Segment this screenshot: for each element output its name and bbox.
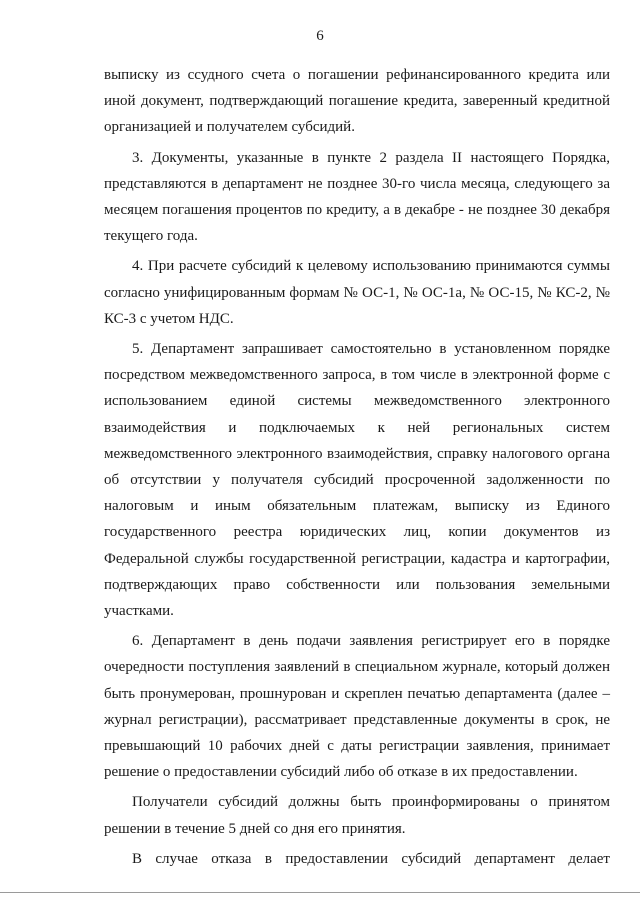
paragraph-refusal: В случае отказа в предоставлении субсидий департамент делает	[132, 850, 610, 867]
paragraph-item-4: 4. При расчете субсидий к целевому использованию принимаются суммы согласно унифицированным формам № ОС-1, № ОС-1а, № ОС-15, № КС-2, № КС-3 с учетом НДС.	[104, 258, 610, 327]
page-bottom-rule	[0, 892, 640, 893]
page-number: 6	[316, 28, 324, 44]
paragraph-item-6: 6. Департамент в день подачи заявления регистрирует его в порядке очередности поступления заявлений в специальном журнале, который должен быть пронумерован, прошнурован и скреплен печатью департамента (далее – журнал регистрации), рассматривает представленные документы в срок, не превышающий 10 рабочих дней с даты регистрации заявления, принимает решение о предоставлении субсидий либо об отказе в их предоставлении.	[104, 633, 610, 781]
paragraph-item-3: 3. Документы, указанные в пункте 2 раздела II настоящего Порядка, представляются в департамент не позднее 30-го числа месяца, следующего за месяцем погашения процентов по кредиту, а в декабре - не позднее 30 декабря текущего года.	[104, 149, 610, 245]
paragraph-continuation: выписку из ссудного счета о погашении рефинансированного кредита или иной документ, подтверждающий погашение кредита, заверенный кредитной организацией и получателем субсидий.	[104, 67, 610, 136]
document-body	[104, 62, 610, 876]
paragraph-notification: Получатели субсидий должны быть проинформированы о принятом решении в течение 5 дней со дня его принятия.	[104, 794, 610, 837]
paragraph-item-5: 5. Департамент запрашивает самостоятельно в установленном порядке посредством межведомственного запроса, в том числе в электронной форме с использованием единой системы межведомственного электронного взаимодействия и подключаемых к ней региональных систем межведомственного электронного взаимодействия, справку налогового органа об отсутствии у получателя субсидий просроченной задолженности по налоговым и иным обязательным платежам, выписку из Единого государственного реестра юридических лиц, копии документов из Федеральной службы государственной регистрации, кадастра и картографии, подтверждающих право собственности или пользования земельными участками.	[104, 341, 610, 620]
